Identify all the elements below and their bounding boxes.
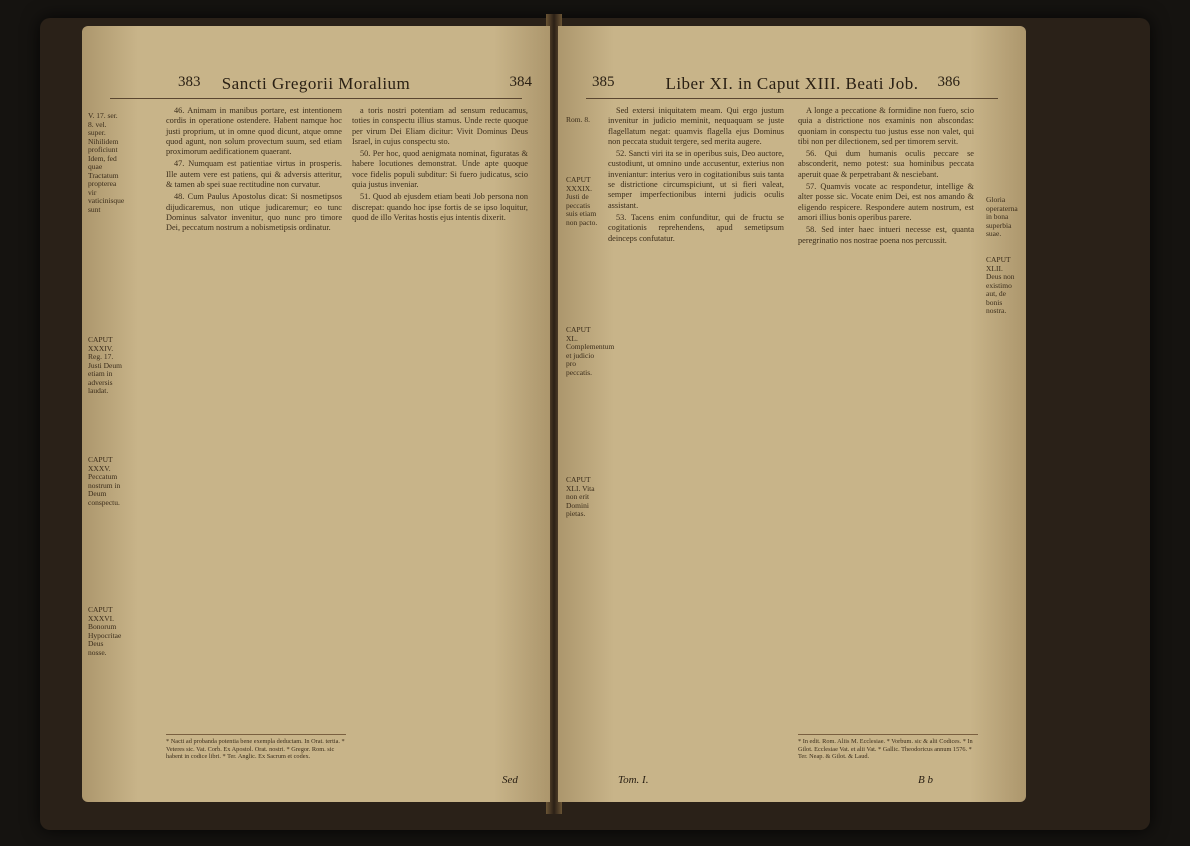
- paragraph: 53. Tacens enim confunditur, qui de fructu se cogitationis reprehendens, apud semetipsum deinceps confutatur.: [608, 212, 784, 243]
- paragraph: 58. Sed inter haec intueri necesse est, quanta peregrinatio nos nostrae poena nos percussit.: [798, 225, 974, 245]
- text-column-2: [352, 106, 528, 726]
- paragraph: 46. Animam in manibus portare, est intentionem cordis in operatione ostendere. Habent namque hoc justi proprium, ut in omne quod dicunt, atque omne quod agunt, non solum provectum suum, sed etiam proximorum aedificationem quaerant.: [166, 106, 342, 157]
- margin-note: CAPUT XLII. Deus non existimo aut, de bonis nostra.: [986, 255, 1015, 315]
- running-title: Liber XI. in Caput XIII. Beati Job.: [665, 74, 919, 93]
- paragraph: 50. Per hoc, quod aenigmata nominat, figuratas & habere locutiones demonstrat. Unde apte quoque voce fidelis populi subditur: Si fuero judicatus, scio quia justus inveniar.: [352, 149, 528, 190]
- margin-note: CAPUT XXXVI. Bonorum Hypocritae Deus nosse.: [88, 605, 122, 657]
- margin-note: Rom. 8.: [566, 115, 590, 124]
- page-number: 386: [937, 74, 960, 90]
- text-column-2: [798, 106, 974, 726]
- text-column-1: [608, 106, 784, 726]
- left-page-header: [82, 74, 550, 96]
- header-rule: [586, 98, 998, 99]
- margin-note: Gloria operaterna in bona superbia suae.: [986, 195, 1018, 238]
- paragraph: 52. Sancti viri ita se in operibus suis, Deo auctore, custodiunt, ut omnino unde accusentur, exterius non inveniantur: interius vero in cogitationibus suis tanta se districtione circumspiciunt, ut si fieri valeat, semper imperfectionibus interni judicis oculis assistant.: [608, 149, 784, 210]
- margin-note: CAPUT XL. Complementum et judicio pro peccatis.: [566, 325, 615, 377]
- header-rule: [110, 98, 522, 99]
- footnotes: * In edit. Rom. Aliis M. Ecclesiae. * Vorbum. sic & alii Codices. * In Gilot. Ecclesiae Vat. et alii Vat. * Gallic. Theodoricus annum 1576. * Ter. Neap. & Gilot. & Laud.: [798, 734, 978, 786]
- running-title: Sancti Gregorii Moralium: [221, 74, 411, 93]
- paragraph: A longe a peccatione & formidine non fuero, scio quia a districtione nos examinis non abscondas: quoniam in conspectu tuo justus esse non valet, qui tibi non per dilectionem, sed per timorem servit.: [798, 106, 974, 146]
- margin-note: V. 17. ser. 8. vel. super. Nihilidem proficiunt Idem, fed quae Tractatum propterea vir vaticinisque sunt: [88, 111, 125, 214]
- margin-note: CAPUT XXXIV. Reg. 17. Justi Deum etiam in adversis laudat.: [88, 335, 122, 395]
- left-page: [82, 26, 550, 802]
- right-page: [558, 26, 1026, 802]
- paragraph: 56. Qui dum humanis oculis peccare se absconderit, nemo potest: sua hominibus peccata aperuit quae & perpetrabant & nesciebant.: [798, 149, 974, 179]
- signature-mark: B b: [918, 774, 933, 786]
- paragraph: 47. Numquam est patientiae virtus in prosperis. Ille autem vere est patiens, qui & adversis atteritur, & tamen ab spei suae rectitudine non curvatur.: [166, 159, 342, 190]
- volume-label: Tom. I.: [618, 774, 649, 786]
- margin-note: CAPUT XXXV. Peccatum nostrum in Deum conspectu.: [88, 455, 121, 507]
- page-number: 385: [592, 74, 615, 90]
- catchword: Sed: [502, 774, 518, 786]
- margin-note: CAPUT XXXIX. Justi de peccatis suis etiam non pacto.: [566, 175, 598, 227]
- paragraph: a toris nostri potentiam ad sensum reducamus, toties in conspectu illius stamus. Unde recte quoque per virum Dei Eliam dicitur: Vivit Dominus Deus Israel, in cujus conspectu sto.: [352, 106, 528, 146]
- paragraph: 51. Quod ab ejusdem etiam beati Job persona non discrepat: quando hoc ipse fortis de se ipso loquitur, quod de illo Veritas hostis ejus intentis dixerit.: [352, 192, 528, 222]
- paragraph: Sed extersi iniquitatem meam. Qui ergo justum invenitur in judicio meminit, nequaquam se juste flagellatum negat: quamvis flagella ejus Dominus non peccata studuit tergere, sed merita augere.: [608, 106, 784, 146]
- footnotes: * Nacti ad probanda potentia bene exempla deductam. In Orat. tertia. * Veteres sic. Vat. Corb. Ex Apostol. Orat. nostri. * Gregor. Rom. sic habent in codice libri. * Ter. Anglic. Ex Sacrum et codex.: [166, 734, 346, 786]
- text-column-1: [166, 106, 342, 726]
- right-page-header: [558, 74, 1026, 96]
- page-number: 383: [178, 74, 201, 90]
- paragraph: 57. Quamvis vocate ac respondetur, intellige & alter posse sic. Vocate enim Dei, est nos amando & eligendo respicere. Respondere autem nostrum, est amori illius bonis operibus parere.: [798, 182, 974, 222]
- margin-note: CAPUT XLI. Vita non erit Domini pietas.: [566, 475, 595, 518]
- paragraph: 48. Cum Paulus Apostolus dicat: Si nosmetipsos dijudicaremus, non utique judicaremur; eo tunc Dominus salvator invenitur, quo nunc pro timore Dei, peccatum nostrum a nobismetipsis ordinatur.: [166, 192, 342, 233]
- page-number: 384: [509, 74, 532, 90]
